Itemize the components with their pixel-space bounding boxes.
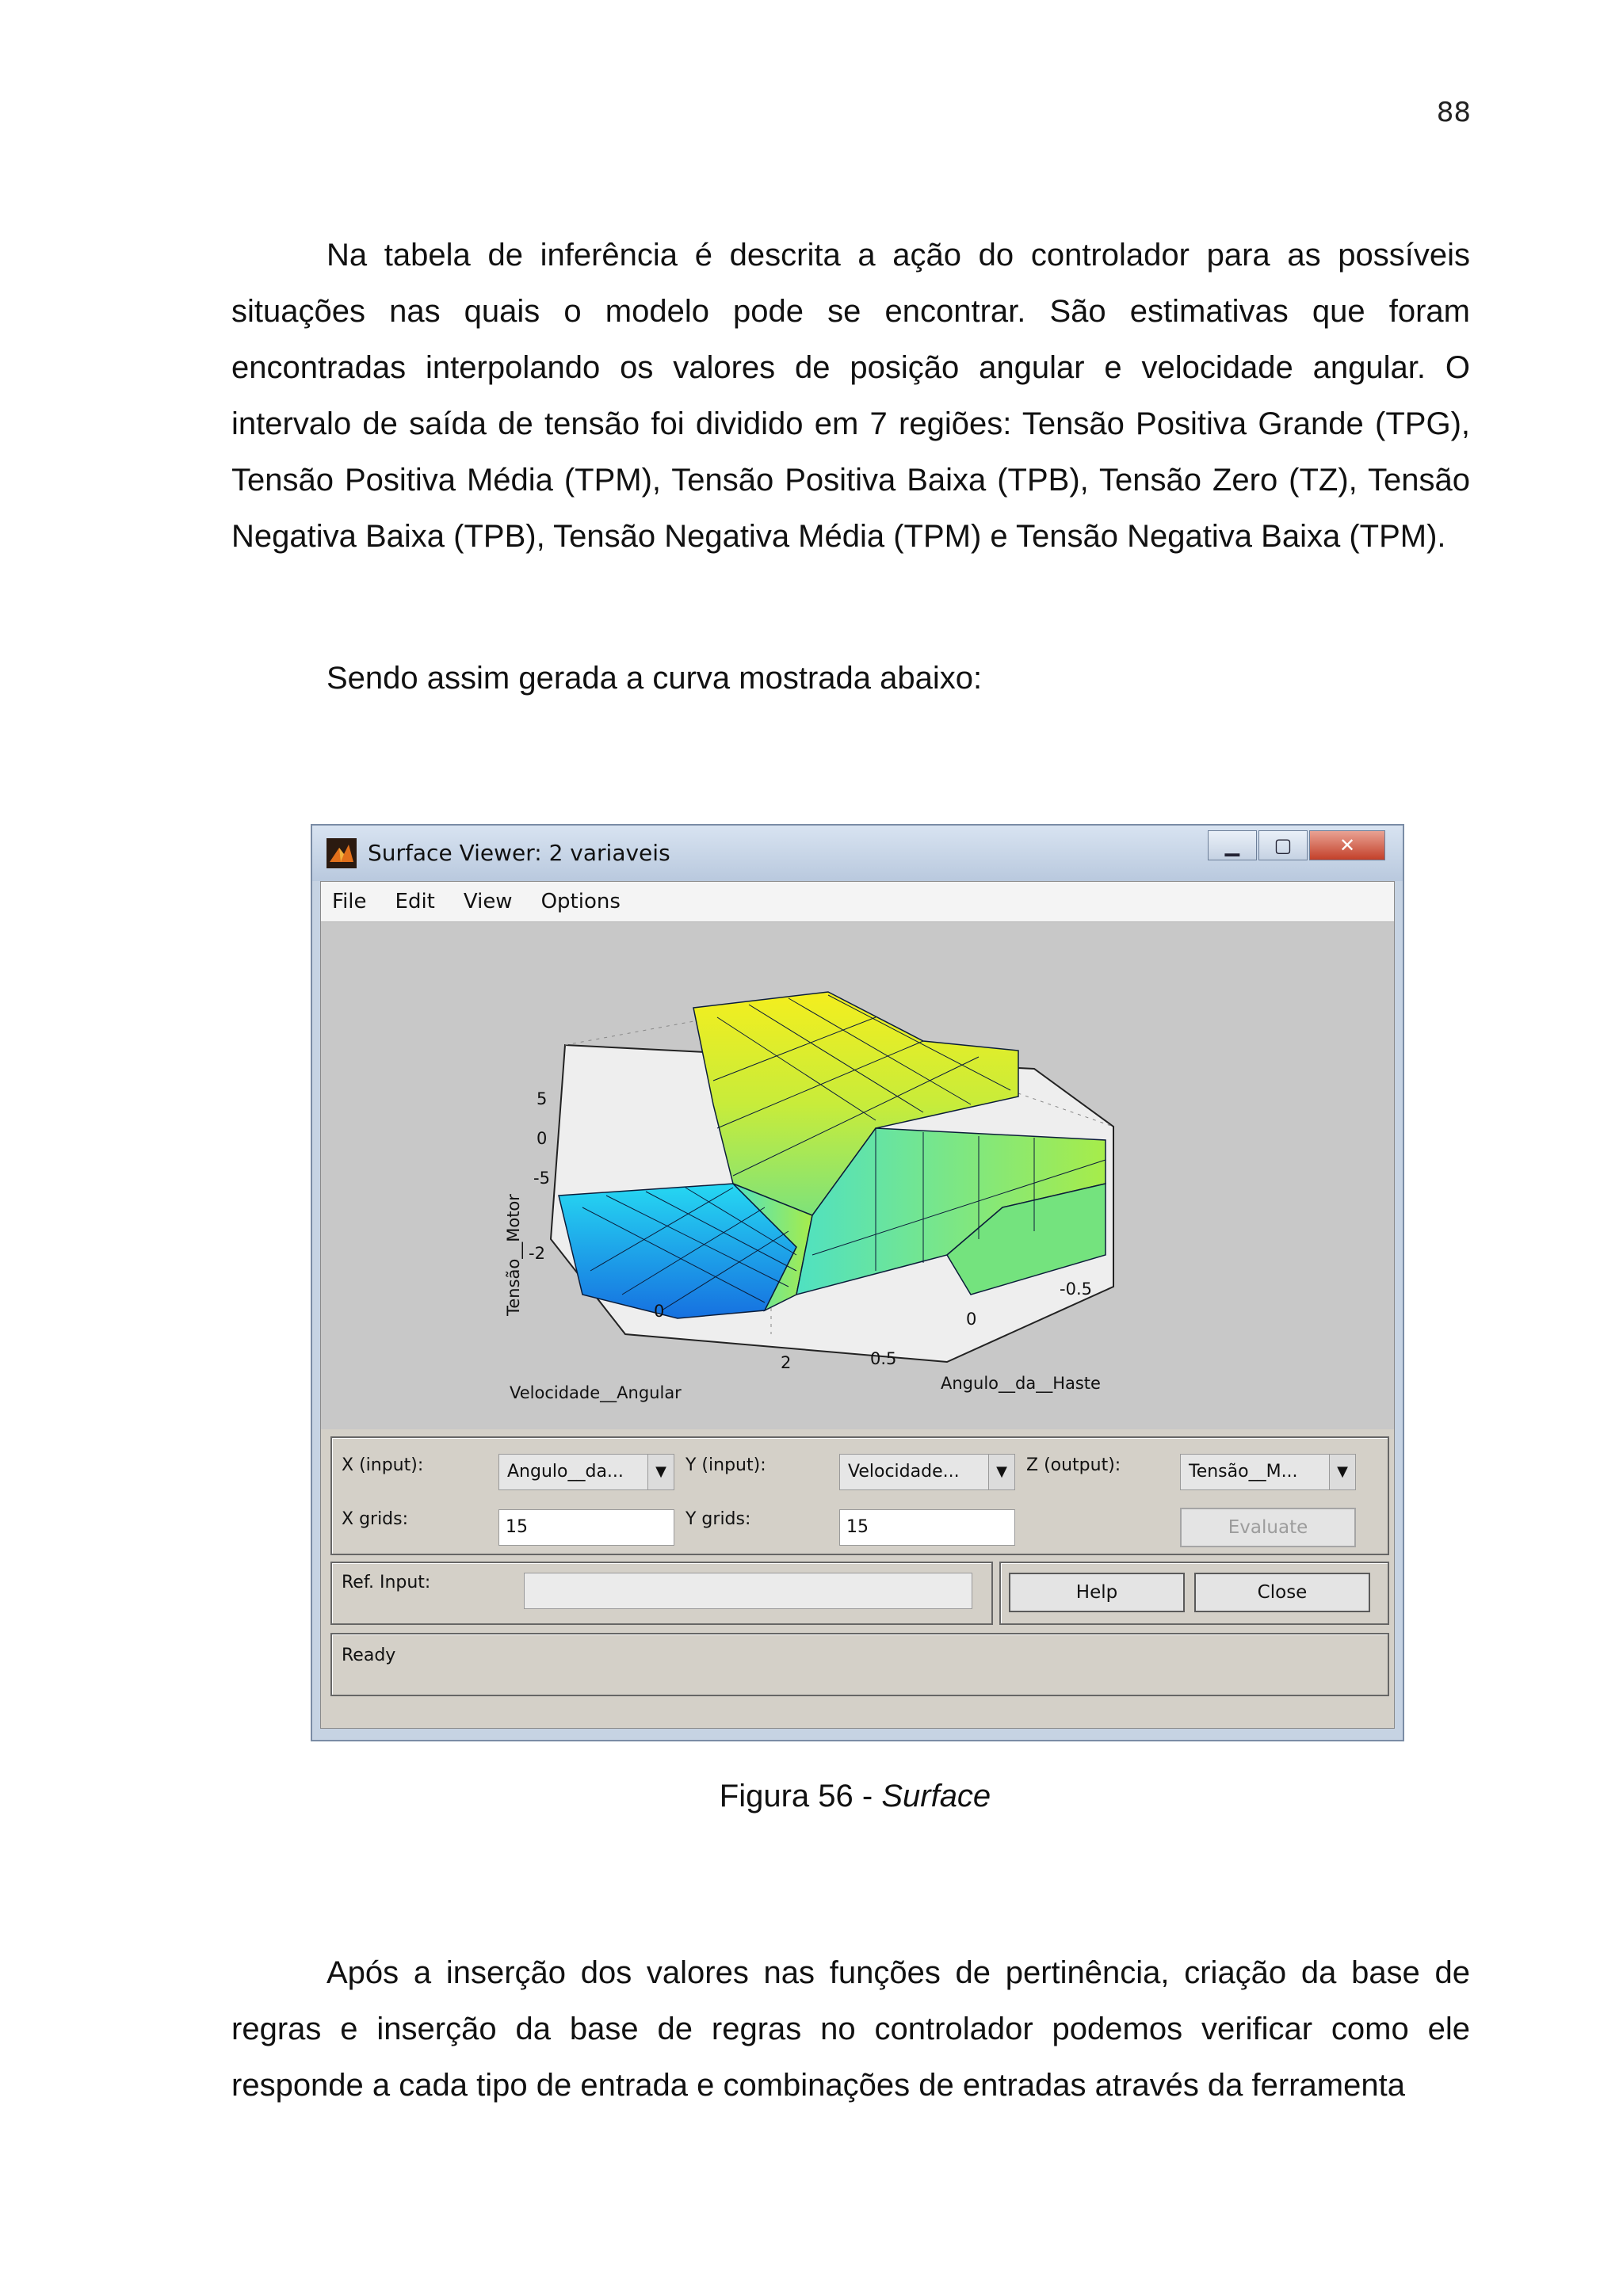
variables-panel xyxy=(330,1436,1389,1555)
z-tick-label: -2 xyxy=(529,1244,545,1263)
velocity-tick-label: 2 xyxy=(781,1353,792,1372)
surface-viewer-window xyxy=(311,824,1404,1741)
y-grids-label: Y grids: xyxy=(685,1509,751,1529)
close-button[interactable]: Close xyxy=(1194,1573,1370,1612)
x-axis-label: Velocidade__Angular xyxy=(510,1383,682,1402)
paragraph-text: Na tabela de inferência é descrita a ação do controlador para as possíveis situações nas quais o modelo pode se encontrar. São estimativas que foram encontradas interpolando os valores de posição angular e velocidade angular. O intervalo de saída de tensão foi dividido em 7 regiões: Tensão Positiva Grande (TPG), Tensão Positiva Média (TPM), Tensão Positiva Baixa (TPB), Tensão Zero (TZ), Tensão Negativa Baixa (TPB), Tensão Negativa Média (TPM) e Tensão Negativa Baixa (TPM). xyxy=(231,238,1470,554)
z-output-value: Tensão__M... xyxy=(1189,1462,1298,1482)
z-output-select[interactable] xyxy=(1180,1454,1356,1490)
y-input-value: Velocidade... xyxy=(848,1462,960,1482)
page-number: 88 xyxy=(1436,97,1471,128)
y-input-label: Y (input): xyxy=(685,1455,766,1475)
window-titlebar[interactable] xyxy=(312,826,1403,881)
chevron-down-icon: ▼ xyxy=(1329,1455,1355,1489)
y-grids-field[interactable]: 15 xyxy=(839,1509,1015,1546)
x-grids-label: X grids: xyxy=(342,1509,409,1529)
paragraph-inference-table xyxy=(231,227,1470,565)
paragraph-text: Sendo assim gerada a curva mostrada abaixo: xyxy=(327,661,983,696)
help-button[interactable]: Help xyxy=(1009,1573,1185,1612)
caption-prefix: Figura 56 - xyxy=(719,1779,882,1814)
maximize-button[interactable] xyxy=(1258,830,1308,860)
velocity-tick-label: 0 xyxy=(654,1302,665,1321)
menu-view[interactable]: View xyxy=(463,890,513,913)
action-buttons-panel xyxy=(999,1562,1389,1625)
chevron-down-icon: ▼ xyxy=(647,1455,674,1489)
angle-tick-label: 0 xyxy=(966,1310,977,1329)
surface-plot xyxy=(321,922,1397,1429)
ref-input-label: Ref. Input: xyxy=(342,1573,431,1592)
ref-input-panel xyxy=(330,1562,993,1625)
close-window-button[interactable] xyxy=(1309,830,1385,860)
chevron-down-icon: ▼ xyxy=(988,1455,1014,1489)
menu-file[interactable]: File xyxy=(332,890,367,913)
menu-edit[interactable]: Edit xyxy=(395,890,435,913)
status-text: Ready xyxy=(342,1646,396,1665)
menu-bar xyxy=(321,882,1394,922)
angle-tick-label: 0.5 xyxy=(870,1349,897,1368)
status-panel xyxy=(330,1633,1389,1696)
z-tick-label: 0 xyxy=(537,1129,548,1148)
window-title: Surface Viewer: 2 variaveis xyxy=(368,840,670,866)
z-tick-label: -5 xyxy=(533,1169,550,1188)
y-input-select[interactable] xyxy=(839,1454,1015,1490)
paragraph-rule-base xyxy=(231,1945,1470,2114)
z-axis-label: Tensão__Motor xyxy=(504,1194,523,1316)
x-input-value: Angulo__da... xyxy=(507,1462,624,1482)
window-client-area xyxy=(320,881,1395,1729)
z-output-label: Z (output): xyxy=(1026,1455,1121,1475)
x-grids-field[interactable]: 15 xyxy=(498,1509,674,1546)
matlab-icon xyxy=(327,838,357,868)
close-icon: ✕ xyxy=(1338,834,1356,856)
evaluate-button[interactable]: Evaluate xyxy=(1180,1508,1356,1547)
paragraph-text: Após a inserção dos valores nas funções de pertinência, criação da base de regras e inserção da base de regras no controlador podemos verificar como ele responde a cada tipo de entrada e combinações de entradas através da ferramenta xyxy=(231,1955,1470,2103)
figure-caption xyxy=(0,1779,1623,1814)
minimize-icon: ▁ xyxy=(1224,834,1240,856)
z-tick-label: 5 xyxy=(537,1089,548,1108)
caption-italic: Surface xyxy=(881,1779,991,1814)
menu-options[interactable]: Options xyxy=(540,890,621,913)
y-axis-label: Angulo__da__Haste xyxy=(941,1374,1101,1393)
ref-input-field[interactable] xyxy=(524,1573,972,1609)
angle-tick-label: -0.5 xyxy=(1060,1280,1092,1299)
surface-plot-area[interactable] xyxy=(321,922,1394,1429)
x-input-label: X (input): xyxy=(342,1455,424,1475)
minimize-button[interactable] xyxy=(1208,830,1257,860)
paragraph-curve-intro xyxy=(231,650,1470,707)
x-input-select[interactable] xyxy=(498,1454,674,1490)
maximize-icon: ▢ xyxy=(1274,834,1293,856)
